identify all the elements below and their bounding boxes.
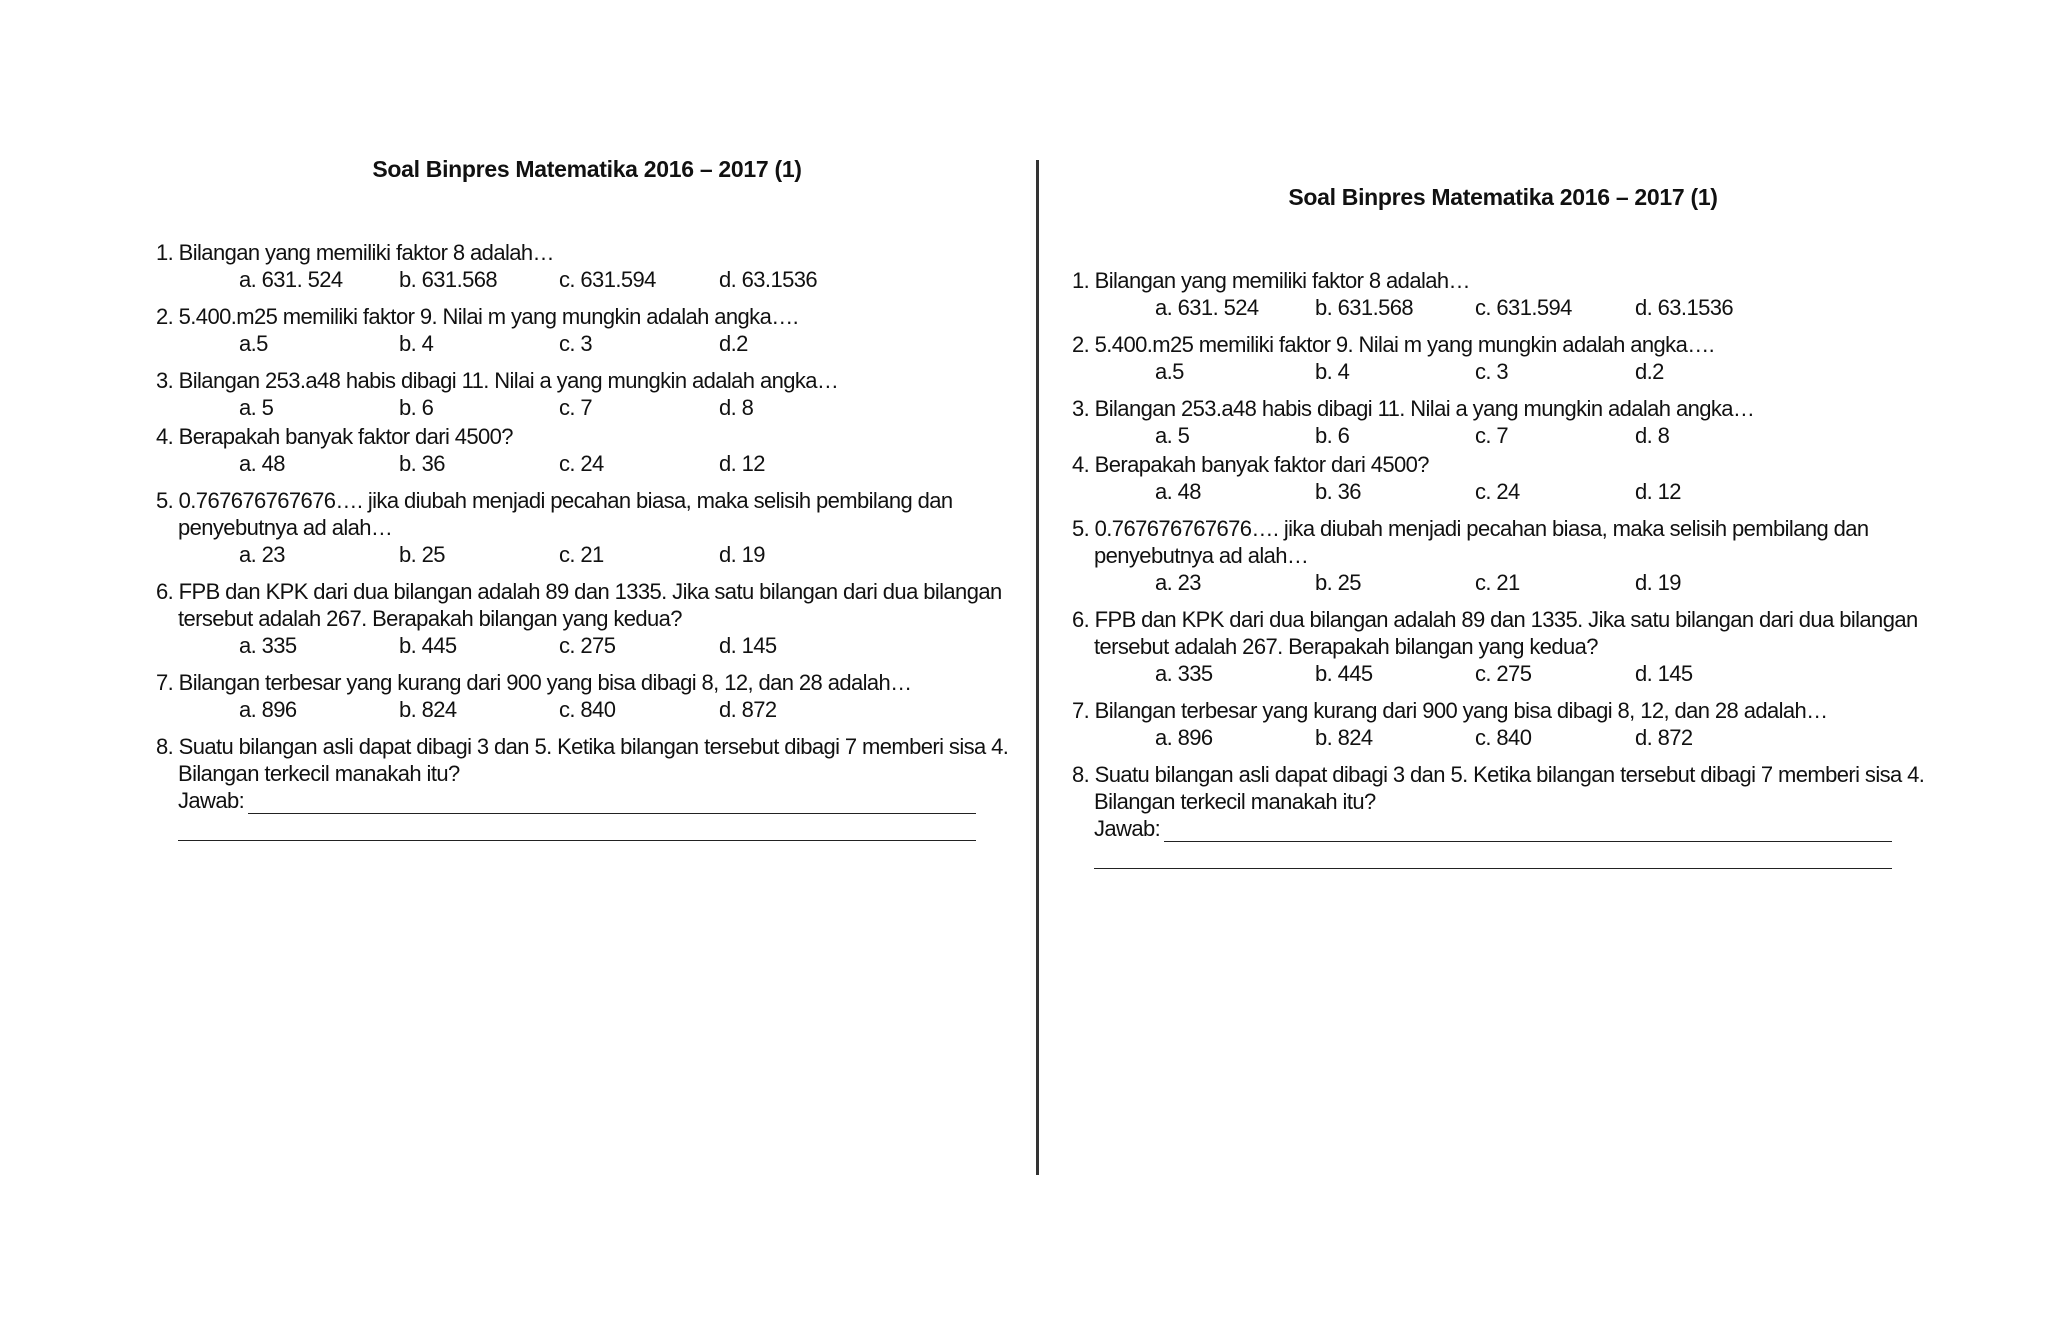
question-2 bbox=[156, 303, 1006, 357]
answer-options bbox=[1072, 724, 1922, 751]
option-c: c. 275 bbox=[1475, 661, 1532, 686]
answer-options bbox=[156, 266, 1006, 293]
option-a: a. 631. 524 bbox=[1155, 295, 1259, 320]
question-text: 2. 5.400.m25 memiliki faktor 9. Nilai m yang mungkin adalah angka…. bbox=[156, 304, 799, 329]
option-b: b. 445 bbox=[399, 633, 457, 658]
answer-options bbox=[156, 450, 1006, 477]
option-c: c. 3 bbox=[1475, 359, 1509, 384]
question-text: 5. 0.767676767676…. jika diubah menjadi pecahan biasa, maka selisih pembilang dan penyebutnya ad alah… bbox=[156, 488, 953, 540]
answer-line bbox=[156, 787, 1006, 814]
question-5 bbox=[156, 487, 1006, 568]
question-text: 5. 0.767676767676…. jika diubah menjadi pecahan biasa, maka selisih pembilang dan penyebutnya ad alah… bbox=[1072, 516, 1869, 568]
option-a: a. 5 bbox=[1155, 423, 1190, 448]
answer-options bbox=[1072, 478, 1922, 505]
option-d: d.2 bbox=[1635, 359, 1664, 384]
question-text: 4. Berapakah banyak faktor dari 4500? bbox=[1072, 452, 1429, 477]
question-text: 8. Suatu bilangan asli dapat dibagi 3 dan 5. Ketika bilangan tersebut dibagi 7 memberi sisa 4. Bilangan terkecil manakah itu? bbox=[156, 734, 1009, 786]
option-b: b. 631.568 bbox=[1315, 295, 1413, 320]
option-a: a.5 bbox=[1155, 359, 1184, 384]
option-b: b. 4 bbox=[399, 331, 434, 356]
question-3 bbox=[156, 367, 1006, 421]
option-b: b. 36 bbox=[399, 451, 445, 476]
option-c: c. 631.594 bbox=[1475, 295, 1572, 320]
question-8 bbox=[1072, 761, 1925, 869]
option-b: b. 631.568 bbox=[399, 267, 497, 292]
option-d: d. 872 bbox=[719, 697, 777, 722]
option-a: a. 631. 524 bbox=[239, 267, 343, 292]
option-c: c. 840 bbox=[559, 697, 616, 722]
option-d: d. 63.1536 bbox=[719, 267, 817, 292]
answer-options bbox=[1072, 569, 1922, 596]
option-c: c. 7 bbox=[1475, 423, 1509, 448]
answer-blank-second-line[interactable] bbox=[1094, 842, 1892, 869]
question-text: 6. FPB dan KPK dari dua bilangan adalah 89 dan 1335. Jika satu bilangan dari dua bilangan tersebut adalah 267. Berapakah bilangan yang kedua? bbox=[156, 579, 1002, 631]
option-a: a. 335 bbox=[1155, 661, 1213, 686]
answer-blank[interactable] bbox=[1164, 819, 1892, 842]
question-4 bbox=[1072, 451, 1922, 505]
question-1 bbox=[156, 239, 1006, 293]
answer-line bbox=[1072, 815, 1922, 842]
option-d: d. 63.1536 bbox=[1635, 295, 1733, 320]
question-text: 8. Suatu bilangan asli dapat dibagi 3 dan 5. Ketika bilangan tersebut dibagi 7 memberi sisa 4. Bilangan terkecil manakah itu? bbox=[1072, 762, 1925, 814]
option-d: d. 12 bbox=[1635, 479, 1681, 504]
option-c: c. 840 bbox=[1475, 725, 1532, 750]
answer-options bbox=[156, 330, 1006, 357]
option-d: d.2 bbox=[719, 331, 748, 356]
option-a: a. 335 bbox=[239, 633, 297, 658]
option-d: d. 8 bbox=[1635, 423, 1670, 448]
answer-options bbox=[1072, 660, 1922, 687]
question-8 bbox=[156, 733, 1009, 841]
answer-blank[interactable] bbox=[248, 791, 976, 814]
answer-options bbox=[156, 696, 1006, 723]
option-a: a. 23 bbox=[1155, 570, 1201, 595]
option-d: d. 19 bbox=[719, 542, 765, 567]
question-6 bbox=[1072, 606, 1922, 687]
question-text: 3. Bilangan 253.a48 habis dibagi 11. Nilai a yang mungkin adalah angka… bbox=[156, 368, 839, 393]
option-c: c. 631.594 bbox=[559, 267, 656, 292]
question-text: 6. FPB dan KPK dari dua bilangan adalah 89 dan 1335. Jika satu bilangan dari dua bilangan tersebut adalah 267. Berapakah bilangan yang kedua? bbox=[1072, 607, 1918, 659]
answer-options bbox=[156, 394, 1006, 421]
question-text: 4. Berapakah banyak faktor dari 4500? bbox=[156, 424, 513, 449]
worksheet-left bbox=[156, 156, 1009, 851]
option-b: b. 445 bbox=[1315, 661, 1373, 686]
worksheet-title: Soal Binpres Matematika 2016 – 2017 (1) bbox=[1288, 184, 1718, 210]
question-text: 1. Bilangan yang memiliki faktor 8 adalah… bbox=[156, 240, 554, 265]
answer-options bbox=[156, 632, 1006, 659]
answer-options bbox=[156, 541, 1006, 568]
option-b: b. 824 bbox=[399, 697, 457, 722]
question-2 bbox=[1072, 331, 1922, 385]
question-6 bbox=[156, 578, 1006, 659]
option-c: c. 24 bbox=[559, 451, 604, 476]
option-d: d. 145 bbox=[719, 633, 777, 658]
answer-options bbox=[1072, 294, 1922, 321]
option-d: d. 19 bbox=[1635, 570, 1681, 595]
question-3 bbox=[1072, 395, 1922, 449]
option-a: a. 896 bbox=[239, 697, 297, 722]
question-1 bbox=[1072, 267, 1922, 321]
option-a: a. 896 bbox=[1155, 725, 1213, 750]
option-c: c. 3 bbox=[559, 331, 593, 356]
answer-label: Jawab: bbox=[1094, 816, 1161, 841]
option-d: d. 8 bbox=[719, 395, 754, 420]
answer-options bbox=[1072, 422, 1922, 449]
option-a: a.5 bbox=[239, 331, 268, 356]
question-7 bbox=[1072, 697, 1922, 751]
option-c: c. 24 bbox=[1475, 479, 1520, 504]
option-c: c. 275 bbox=[559, 633, 616, 658]
option-a: a. 23 bbox=[239, 542, 285, 567]
question-text: 1. Bilangan yang memiliki faktor 8 adalah… bbox=[1072, 268, 1470, 293]
answer-options bbox=[1072, 358, 1922, 385]
worksheet-title: Soal Binpres Matematika 2016 – 2017 (1) bbox=[372, 156, 802, 182]
option-a: a. 48 bbox=[1155, 479, 1201, 504]
option-b: b. 25 bbox=[1315, 570, 1361, 595]
option-a: a. 5 bbox=[239, 395, 274, 420]
question-7 bbox=[156, 669, 1006, 723]
option-c: c. 7 bbox=[559, 395, 593, 420]
question-text: 7. Bilangan terbesar yang kurang dari 900 yang bisa dibagi 8, 12, dan 28 adalah… bbox=[1072, 698, 1828, 723]
worksheet-right bbox=[1072, 184, 1925, 879]
option-b: b. 25 bbox=[399, 542, 445, 567]
option-c: c. 21 bbox=[559, 542, 604, 567]
option-b: b. 6 bbox=[1315, 423, 1350, 448]
option-b: b. 36 bbox=[1315, 479, 1361, 504]
option-d: d. 145 bbox=[1635, 661, 1693, 686]
option-d: d. 12 bbox=[719, 451, 765, 476]
option-b: b. 6 bbox=[399, 395, 434, 420]
question-5 bbox=[1072, 515, 1922, 596]
question-4 bbox=[156, 423, 1006, 477]
option-a: a. 48 bbox=[239, 451, 285, 476]
question-text: 7. Bilangan terbesar yang kurang dari 900 yang bisa dibagi 8, 12, dan 28 adalah… bbox=[156, 670, 912, 695]
option-c: c. 21 bbox=[1475, 570, 1520, 595]
answer-label: Jawab: bbox=[178, 788, 245, 813]
option-d: d. 872 bbox=[1635, 725, 1693, 750]
option-b: b. 824 bbox=[1315, 725, 1373, 750]
question-text: 2. 5.400.m25 memiliki faktor 9. Nilai m yang mungkin adalah angka…. bbox=[1072, 332, 1715, 357]
answer-blank-second-line[interactable] bbox=[178, 814, 976, 841]
option-b: b. 4 bbox=[1315, 359, 1350, 384]
question-text: 3. Bilangan 253.a48 habis dibagi 11. Nilai a yang mungkin adalah angka… bbox=[1072, 396, 1755, 421]
